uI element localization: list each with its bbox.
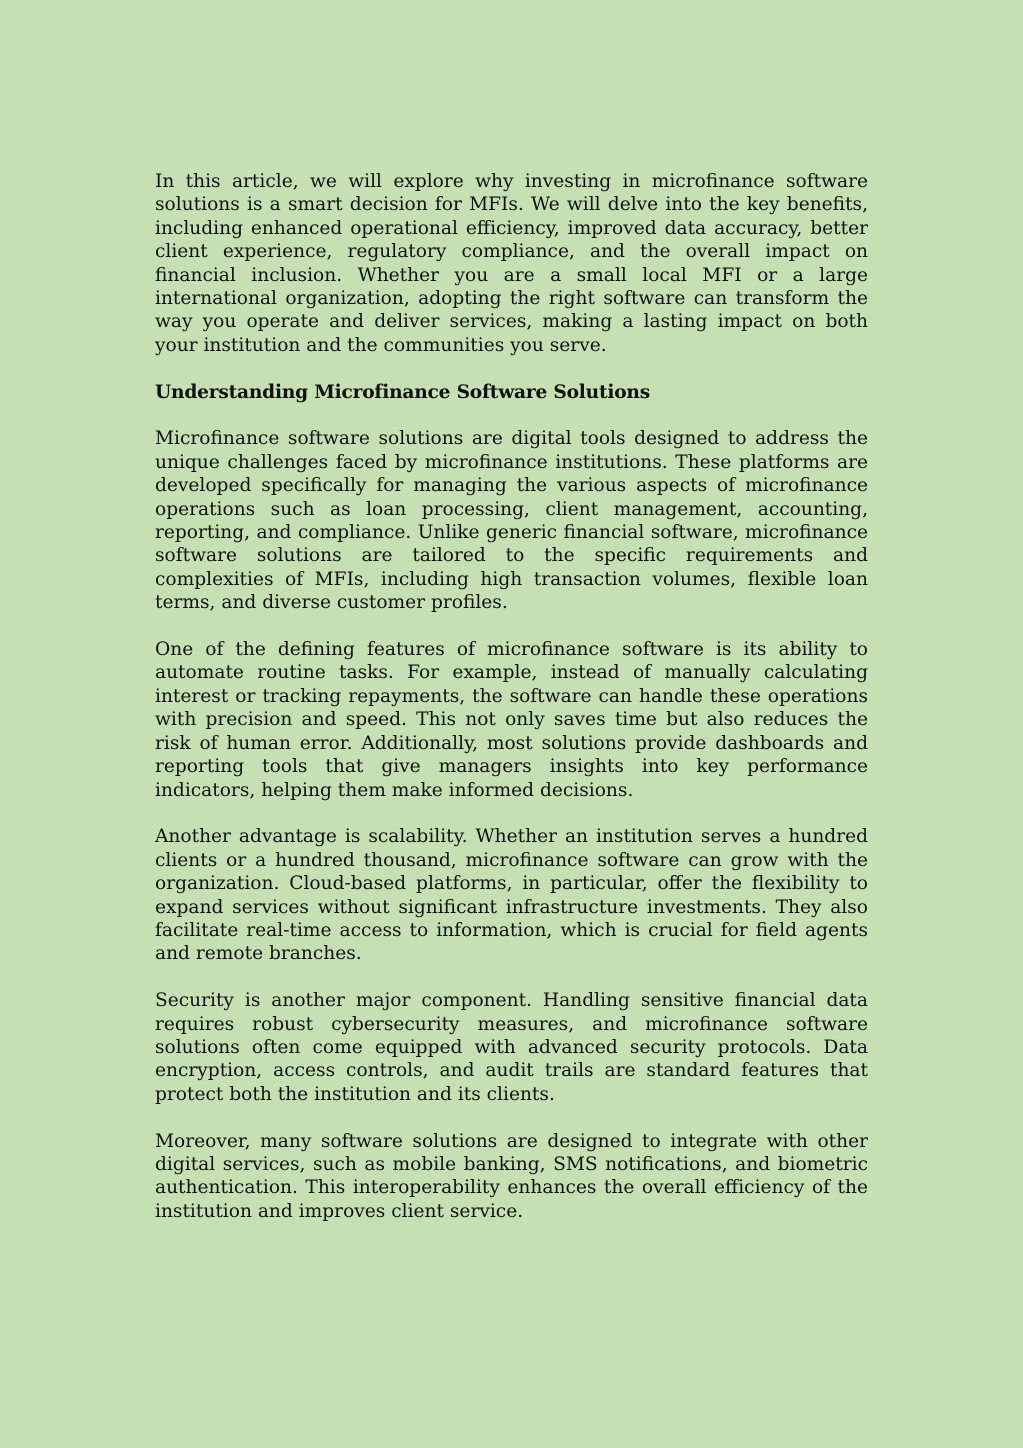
body-paragraph-definition: Microfinance software solutions are digital tools designed to address the unique challenges faced by microfinance institutions. These platforms are developed specifically for managing the various aspects of microfinance operations such as loan processing, client management, accounting, reporting, and compliance. Unlike generic financial software, microfinance software solutions are tailored to the specific requirements and complexities of MFIs, including high transaction volumes, flexible loan terms, and diverse customer profiles.: [155, 428, 868, 614]
body-paragraph-integration: Moreover, many software solutions are designed to integrate with other digital services, such as mobile banking, SMS notifications, and biometric authentication. This interoperability enhances the overall efficiency of the institution and improves client service.: [155, 1130, 868, 1222]
intro-paragraph: In this article, we will explore why investing in microfinance software solutions is a smart decision for MFIs. We will delve into the key benefits, including enhanced operational efficiency, improved data accuracy, better client experience, regulatory compliance, and the overall impact on financial inclusion. Whether you are a small local MFI or a large international organization, adopting the right software can transform the way you operate and deliver services, making a lasting impact on both your institution and the communities you serve.: [155, 171, 868, 356]
article-body: [155, 170, 868, 1247]
section-heading: Understanding Microfinance Software Solutions: [155, 381, 651, 403]
body-paragraph-scalability: Another advantage is scalability. Whether an institution serves a hundred clients or a hundred thousand, microfinance software can grow with the organization. Cloud-based platforms, in particular, offer the flexibility to expand services without significant infrastructure investments. They also facilitate real-time access to information, which is crucial for field agents and remote branches.: [155, 826, 868, 965]
body-paragraph-security: Security is another major component. Handling sensitive financial data requires robust cybersecurity measures, and microfinance software solutions often come equipped with advanced security protocols. Data encryption, access controls, and audit trails are standard features that protect both the institution and its clients.: [155, 990, 868, 1105]
body-paragraph-automation: One of the defining features of microfinance software is its ability to automate routine tasks. For example, instead of manually calculating interest or tracking repayments, the software can handle these operations with precision and speed. This not only saves time but also reduces the risk of human error. Additionally, most solutions provide dashboards and reporting tools that give managers insights into key performance indicators, helping them make informed decisions.: [155, 639, 868, 801]
